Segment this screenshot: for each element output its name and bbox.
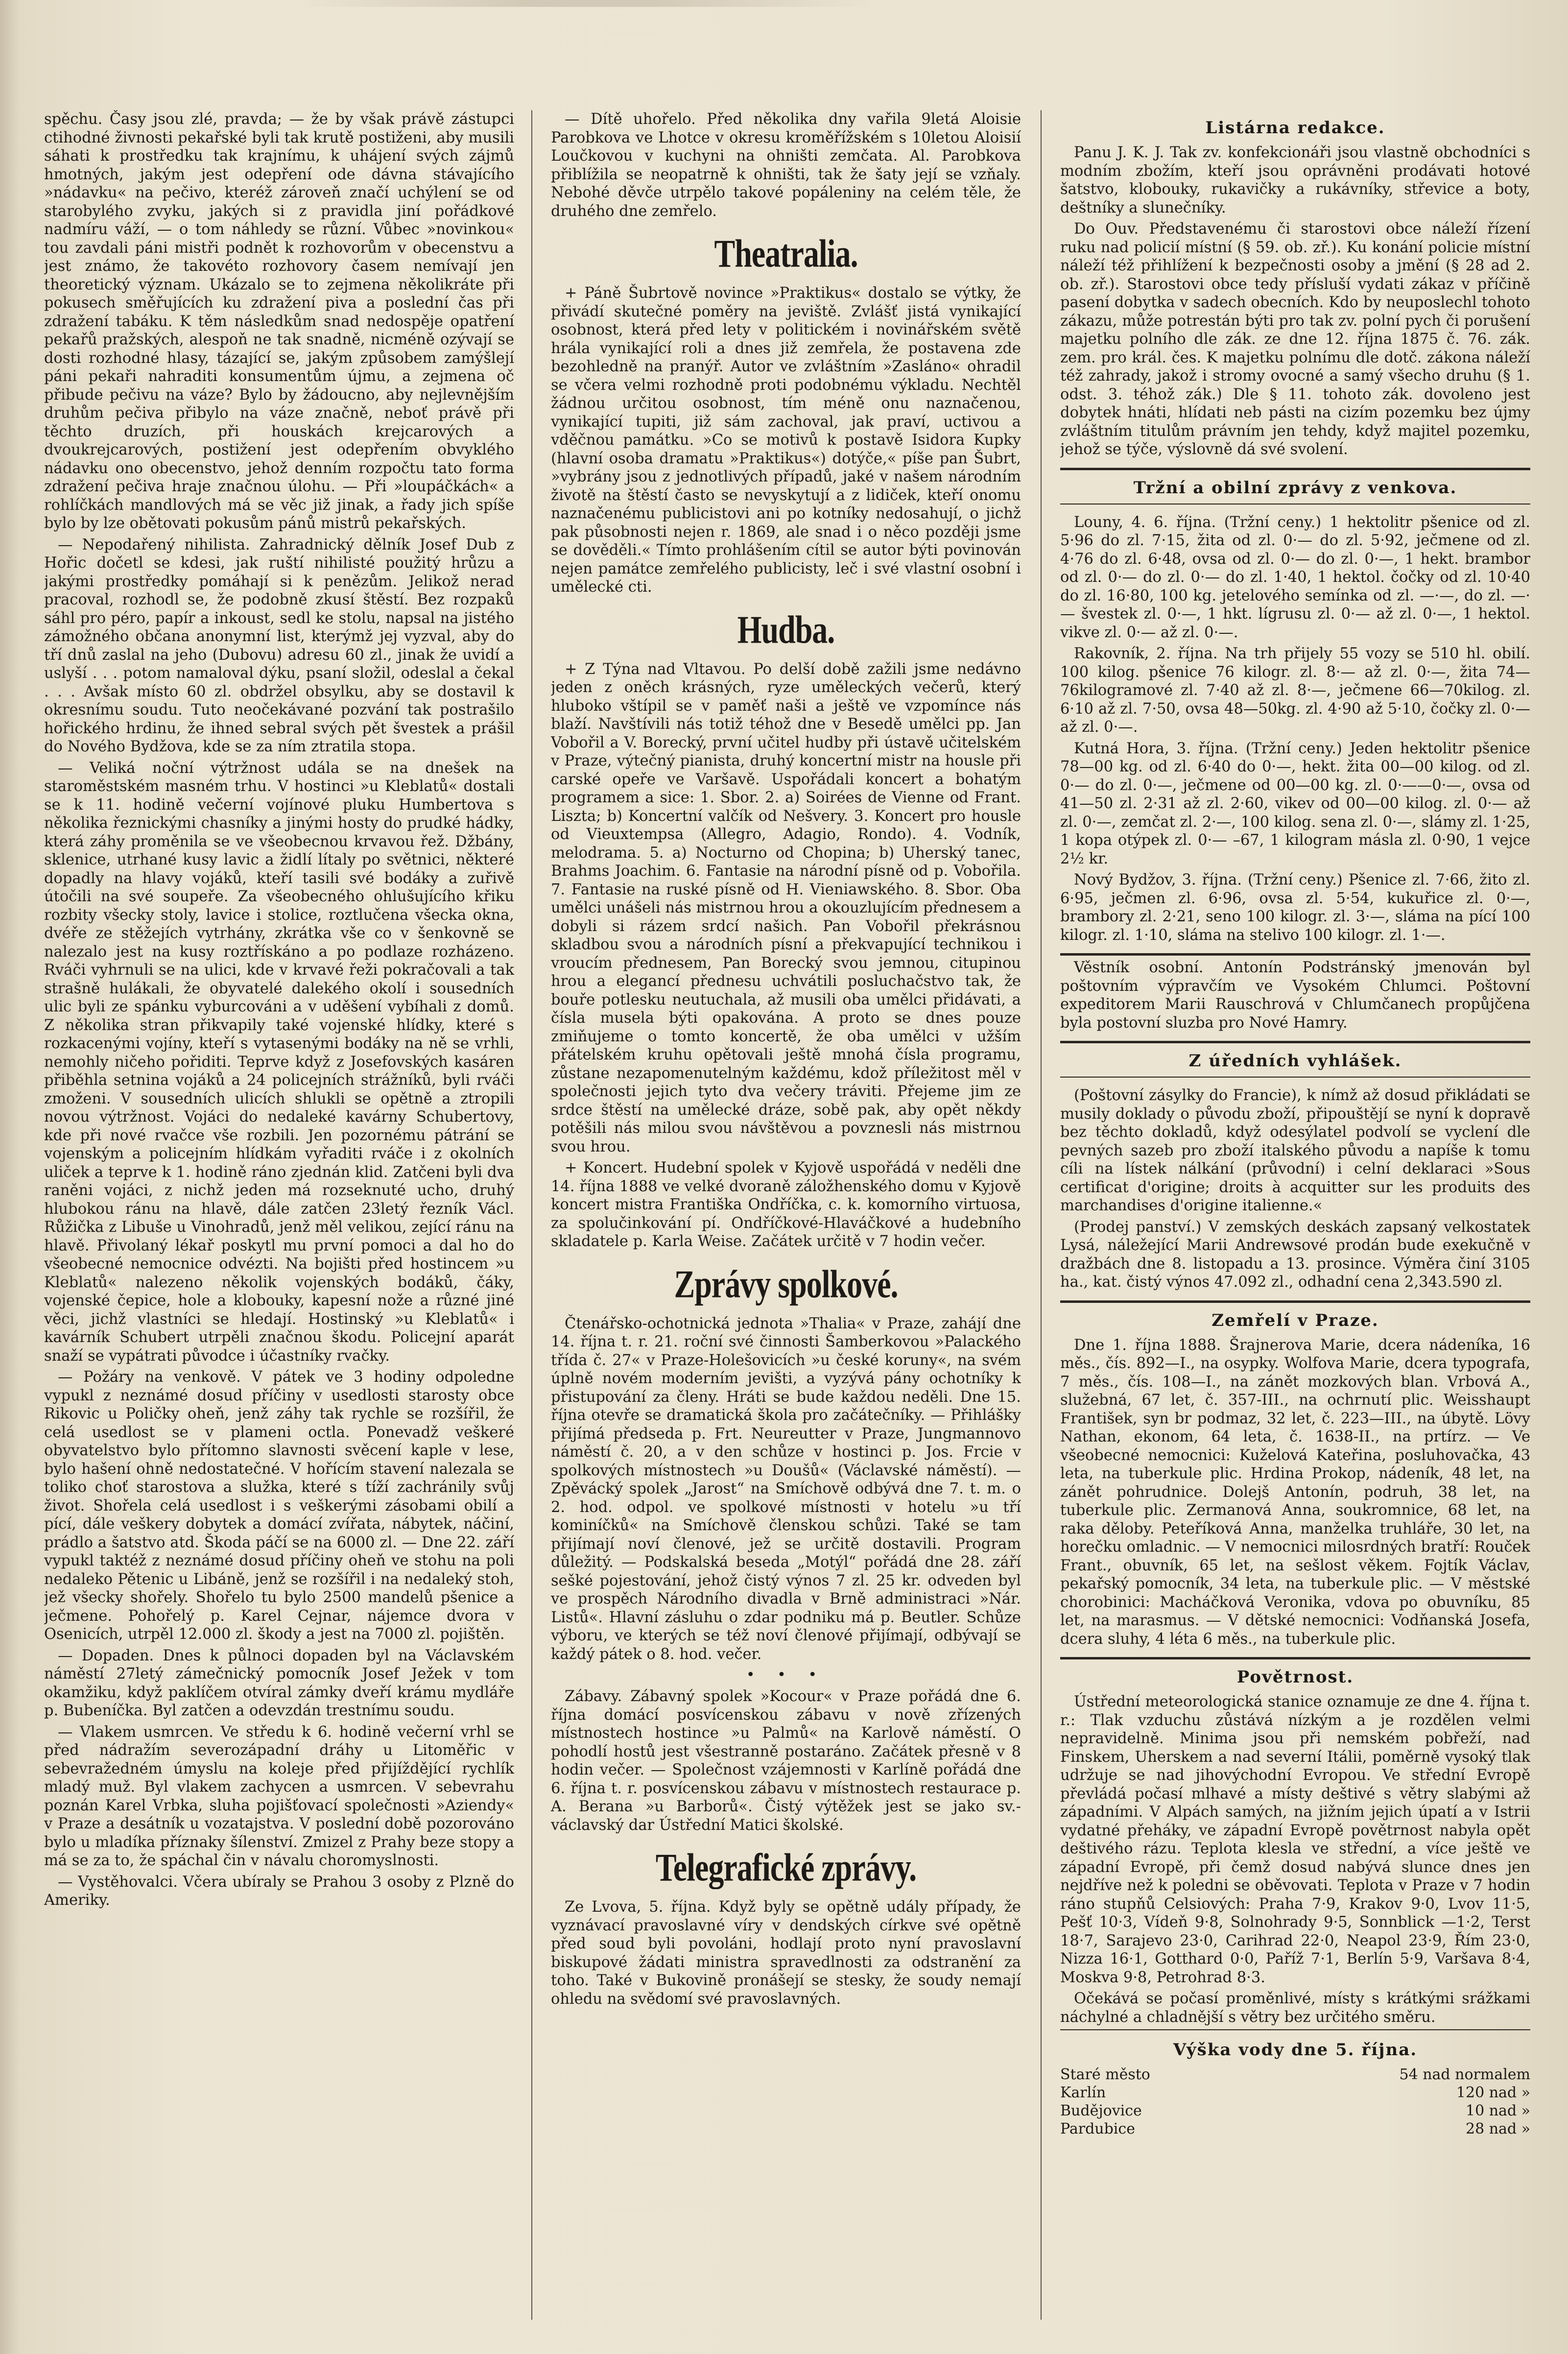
- article-paragraph: spěchu. Časy jsou zlé, pravda; — že by však právě zástupci ctihodné živnosti pekařské byli tak krutě postiženi, aby musili sáhati k prostředku tak krajnímu, k uhájení svých zájmů hmotných, jakým jest odepření ode dávna stávajícího »nádavku« na pečivo, kteréž zároveň značí uchýlení se od starobylého zvyku, jakých si z pravidla jiní pořádkové nadmíru váží, — o tom náhledy se různí. Vůbec »novinkou« tou zavdali páni mistři podnět k rozhovorům v obecenstvu a jest známo, že takovéto rozhovory časem nemívají jen theoretický význam. Ukázalo se to zejmena několikráte při pokusech směřujících ku zdražení piva a poslední čas při zdražení tabáku. K těm následkům snad nedospěje opatření pekařů pražských, alespoň ne tak snadně, nicméně ozývají se dosti rozhodné hlasy, tázající se, jakým způsobem zamýšlejí páni pekaři nahraditi konsumentům újmu, a zejmena oč přibude pečivu na váze? Bylo by žádoucno, aby nejlevnějším druhům pečiva přibylo na váze značně, neboť právě při těchto druzích, při houskách krejcarových a dvoukrejcarových, postižení jest odepřením obvyklého nádavku ono obecenstvo, jehož denním rozpočtu tato forma zdražení pečiva hraje značnou úlohu. — Při »loupáčkách« a rohlíčkách mandlových má se věc již jinak, a řady jich spíše bylo by lze obětovati pokusům pánů mistrů pekařských.: [44, 111, 514, 532]
- section-heading-hudba: Hudba.: [737, 607, 835, 651]
- spolkove-articles: [551, 1315, 1021, 1835]
- theatralia-articles: [551, 284, 1021, 597]
- section-heading-trzni-zpravy: Tržní a obilní zprávy z venkova.: [1133, 478, 1457, 498]
- separator-rule-thin: [1060, 2029, 1530, 2030]
- trzni-articles: [1060, 513, 1530, 945]
- separator-rule: [1060, 1300, 1530, 1303]
- article-paragraph: + Páně Šubrtově novince »Praktikus« dostalo se výtky, že přivádí skutečné poměry na jeviště. Zvlášť jistá vynikající osobnost, která před lety v politickém i novinářském světě hrála vynikající roli a dnes již zemřela, že postavena zde bezohledně na pranýř. Autor ve zvláštním »Zasláno« ohradil se včera velmi rozhodně proti podobnému výkladu. Nechtěl žádnou určitou osobnost, tím méně onu naznačenou, vynikající tupiti, již sám zachoval, jak praví, uctivou a vděčnou památku. »Co se motivů k postavě Isidora Kupky (hlavní osoba dramatu »Praktikus«) dotýče,« píše pan Šubrt, »vybrány jsou z jednotlivých případů, jaké v našem národním životě na štěstí často se nevyskytují a z lidiček, kteří onomu naznačenému publicistovi ani po kotníky nedosahují, o jichž pak působnosti nejen r. 1869, ale snad i o něco později jsme se dověděli.« Tímto prohlášením cítil se autor býti povinován nejen památce zemřelého publicisty, leč i své vlastní osobní i umělecké cti.: [551, 285, 1021, 596]
- column-rule-1: [531, 110, 532, 2320]
- separator-rule: [1060, 1657, 1530, 1659]
- column-1: [44, 110, 514, 2325]
- section-heading-telegraficke-zpravy: Telegrafické zprávy.: [655, 1846, 917, 1889]
- article-paragraph: — Vlakem usmrcen. Ve středu k 6. hodině večerní vrhl se před nádražím severozápadní dráhy u Litoměřic v sebevražedném úmyslu na koleje před přijíždějící rychlík mladý muž. Byl vlakem zachycen a usmrcen. V sebevrahu poznán Karel Vrbka, sluha pojišťovací společnosti »Aziendy« v Praze a desátník u vozatajstva. V poslední době pozorováno bylo u mladíka příznaky šílenství. Zmizel z Prahy beze stopy a má se za to, že spáchal čin v návalu choromyslnosti.: [44, 1723, 514, 1869]
- column-2: [551, 110, 1021, 2325]
- col1-articles: [44, 110, 514, 1910]
- page-top-smudge: [294, 0, 881, 7]
- water-level-place: Budějovice: [1060, 2102, 1142, 2119]
- article-paragraph: Zábavy. Zábavný spolek »Kocour« v Praze pořádá dne 6. října domácí posvícenskou zábavu v nově zřízených místnostech hostince »u Palmů« na Karlově náměstí. O pohodlí hostů jest všestranně postaráno. Začátek přesně v 8 hodin večer. — Společnost vzájemnosti v Karlíně pořádá dne 6. října t. r. posvícenskou zábavu v místnostech restaurace p. A. Berana »u Barborů«. Čistý výtěžek jest se jako sv.-václavský dar Ústřední Matici školské.: [551, 1688, 1021, 1834]
- water-level-row: [1060, 2066, 1530, 2084]
- section-heading-uredni-vyhlasky: Z úředních vyhlášek.: [1188, 1051, 1402, 1071]
- hudba-articles: [551, 660, 1021, 1251]
- zemreli-articles: [1060, 1336, 1530, 1649]
- column-rule-2: [1041, 110, 1042, 2320]
- article-paragraph: Věstník osobní. Antonín Podstránský jmenován byl poštovním výpravčím ve Vysokém Chlumci. Poštovní expeditorem Marii Rauschrová v Chlumčanech propůjčena byla postovní sluzba pro Nové Hamry.: [1060, 959, 1530, 1032]
- col2-fire-article: [551, 110, 1021, 220]
- ornament-stars: • • •: [746, 1666, 826, 1683]
- listarna-articles: [1060, 144, 1530, 459]
- article-paragraph: — Veliká noční výtržnost udála se na dnešek na staroměstském masném trhu. V hostinci »u Kleblatů« dostali se k 11. hodině večerní vojínové pluku Humbertova s několika řeznickými chasníky a jinými hosty do prudké hádky, která záhy proměnila se ve všeobecnou krvavou řež. Džbány, sklenice, utrhané kusy lavic a židlí lítaly po světnici, některé dopadly na hlavy vojáků, kteří tasili své bodáky a zuřivě útočili na své soupeře. Za všeobecného ohlušujícího křiku rozbity všecky stoly, lavice i stolice, roztlučena všecka okna, dvéře ze stěžejích vytrhány, zkrátka vše co v šenkovně se nalezalo jest na kusy roztřískáno a po podlaze rozházeno. Rváči vyhrnuli se na ulici, kde v krvavé řeži pokračovali a tak strašně hulákali, že obyvatelé dalekého okolí i sousedních ulic byli ze spánku vyburcováni a v uděšení vybíhali z domů. Z několika stran přikvapily také vojenské hlídky, které s rozkacenými vojíny, kteří s vytasenými bodáky na ně se vrhli, nemohly ničeho pořiditi. Teprve když z Josefovských kasáren přiběhla setnina vojáků a 24 policejních strážníků, byli rváči zmoženi. V sousedních ulicích shlukli se opětně a ztropili novou výtržnost. Vojáci do nedaleké kavárny Schubertovy, kde při nové rvačce vše rozbili. Jen pozornému pátrání se vojenským a policejním hlídkám vyřaditi rváče i z okolních uliček a teprve k 1. hodině ráno zjednán klid. Zatčeni byli dva raněni vojáci, z nichž jeden má rozseknuté ucho, druhý hlubokou ránu na hlavě, dále zatčen 23letý řezník Václ. Růžička z Libuše u Vinohradů, jenž měl velikou, zející ránu na hlavě. Přivolaný lékař poskytl mu první pomoci a dal ho do všeobecné nemocnice odvézti. Na bojišti před hostincem »u Kleblatů« nalezeno několik vojenských bodáků, čáky, vojenské čepice, hole a klobouky, kapesní nože a různé jiné věci, jichž vlastníci se hledají. Hostinský »u Kleblatů« i kavárník Schubert utrpěli značnou škodu. Policejní aparát snaží se vypátrati původce i účastníky rvačky.: [44, 759, 514, 1365]
- article-paragraph: Louny, 4. 6. října. (Tržní ceny.) 1 hektolitr pšenice od zl. 5·96 do zl. 7·15, žita od zl. 0·— do zl. 5·92, ječmene od zl. 4·76 do zl. 6·48, ovsa od zl. 0·— do zl. 0·—, 1 hekt. brambor od zl. 0·— do zl. 0·— do zl. 1·40, 1 hektol. čočky od zl. 10·40 do zl. 16·80, 100 kg. jetelového semínka od zl. —·—, do zl. —·— švestek zl. 0·—, 1 hkt. lígrusu zl. 0·— až zl. 0·—, 1 hektol. vikve zl. 0·— až zl. 0·—.: [1060, 513, 1530, 641]
- section-heading-vyska-vody: Výška vody dne 5. října.: [1173, 2040, 1418, 2060]
- section-heading-zemreli: Zemřelí v Praze.: [1212, 1310, 1379, 1330]
- article-paragraph: Kutná Hora, 3. října. (Tržní ceny.) Jeden hektolitr pšenice 78—00 kg. od zl. 6·40 do 0·—, hekt. žita 00—00 kilog. od zl. 0·— do zl. 0·—, ječmene od 00—00 kg. zl. 0·——0·—, ovsa od 41—50 zl. 2·31 až zl. 2·60, vikev od 00—00 kilog. zl. 0·— až zl. 0·—, zemčat zl. 2·—, 100 kilog. sena zl. 0·—, slámy zl. 1·25, 1 kopa otýpek zl. 0·— –67, 1 kilogram másla zl. 0·90, 1 vejce 2½ kr.: [1060, 740, 1530, 867]
- article-paragraph: Nový Bydžov, 3. října. (Tržní ceny.) Pšenice zl. 7·66, žito zl. 6·95, ječmen zl. 6·96, ovsa zl. 5·54, kukuřice zl. 0·—, brambory zl. 2·21, seno 100 kilogr. zl. 3·—, sláma na pící 100 kilogr. zl. 1·10, sláma na stelivo 100 kilogr. zl. 1·—.: [1060, 871, 1530, 944]
- article-paragraph: Do Ouv. Představenému či starostovi obce náleží řízení ruku nad policií místní (§ 59. ob. zř.). Ku konání policie místní náleží též přihlížení k bezpečnosti osoby a jmění (§ 28 ad 2. ob. zř.). Starostovi obce tedy přísluší vydati zákaz v příčině pasení dobytka v sadech obecních. Kdo by neuposlechl tohoto zákazu, může potrestán býti pro tak zv. polní pych či porušení majetku polního dle zák. ze dne 12. října 1875 č. 76. zák. zem. pro král. čes. K majetku polnímu dle dotč. zákona náleží též zahrady, jakož i stromy ovocné a samý všecho druhu (§ 1. odst. 3. téhož zák.) Dle § 11. tohoto zák. dovoleno jest dobytek hnáti, hlídati neb pásti na cizím pozemku bez újmy zvláštním titulům právním jen tehdy, když majitel pozemku, jehož se týče, výslovně dá své svolení.: [1060, 220, 1530, 458]
- article-paragraph: — Dítě uhořelo. Před několika dny vařila 9letá Aloisie Parobkova ve Lhotce v okresu kroměřížském s 10letou Aloisií Loučkovou v kuchyni na ohništi zemčata. Al. Parobkova přiblížila se neopatrně k ohništi, tak že šaty její se vzňaly. Nebohé děvče utrpělo takové popáleniny na celém těle, že druhého dne zemřelo.: [551, 111, 1021, 220]
- article-paragraph: (Poštovní zásylky do Francie), k nímž až dosud přikládati se musily doklady o původu zboží, připouštějí se nyní k dopravě bez těchto dokladů, když odesýlatel podvolí se vyclení dle pevných sazeb pro zboží italského původu a napíše k tomu cíli na lístek nálkání (průvodní) i celní deklaraci »Sous certificat d'origine; droits à acquitter sur les produits des marchandises d'origine italienne.«: [1060, 1087, 1530, 1214]
- water-level-table: [1060, 2066, 1530, 2138]
- water-level-value: 10 nad »: [1465, 2102, 1530, 2119]
- separator-rule: [1060, 1041, 1530, 1043]
- page-edge-shadow: [0, 0, 20, 2354]
- article-paragraph: Dne 1. října 1888. Šrajnerova Marie, dcera nádeníka, 16 měs., čís. 892—I., na osypky. Wolfova Marie, dcera typografa, 7 měs., čís. 108—I., na zánět mozkových blan. Vrbová A., služebná, 67 let, č. 357-III., na ochrnutí plic. Weisshaupt František, syn br podmaz, 32 let, č. 223—III., na úbytě. Lövy Nathan, ekonom, 64 leta, č. 1638-II., na prtírz. — Ve všeobecné nemocnici: Kuželová Kateřina, posluhovačka, 43 leta, na tuberkule plic. Hrdina Prokop, nádeník, 48 let, na zánět pohrudnice. Dolejš Antonín, podruh, 38 let, na tuberkule plic. Zermanová Anna, soukromnice, 68 let, na raka děloby. Peteříková Anna, manželka truhláře, 30 let, na horečku omladnic. — V nemocnici milosrdných bratří: Rouček Frant., obuvník, 65 let, na sešlost věkem. Fojtík Václav, pekařský pomocník, 34 leta, na tuberkule plic. — V městské chorobinici: Macháčková Veronika, vdova po obuvníku, 85 let, na marasmus. — V dětské nemocnici: Vodňanská Josefa, dcera sluhy, 4 léta 6 měs., na tuberkule plic.: [1060, 1336, 1530, 1648]
- article-paragraph: — Vystěhovalci. Včera ubíraly se Prahou 3 osoby z Plzně do Ameriky.: [44, 1873, 514, 1909]
- water-level-value: 54 nad normalem: [1399, 2066, 1530, 2083]
- water-level-value: 28 nad »: [1465, 2120, 1530, 2138]
- article-paragraph: (Prodej panství.) V zemských deskách zapsaný velkostatek Lysá, náležející Marii Andrewsové prodán bude exekučně v dražbách dne 8. listopadu a 13. prosince. Výměra činí 3105 ha., kat. čistý výnos 47.092 zl., odhadní cena 2,343.590 zl.: [1060, 1218, 1530, 1291]
- water-level-row: [1060, 2084, 1530, 2102]
- article-paragraph: + Z Týna nad Vltavou. Po delší době zažili jsme nedávno jeden z oněch krásných, ryze uměleckých večerů, který hluboko vštípil se v paměť naši a ještě ve vzpomínce nás blaží. Navštívili nás totiž téhož dne v Besedě umělci pp. Jan Vobořil a V. Borecký, první učitel hudby při ústavě učitelském v Praze, výtečný pianista, druhý koncertní mistr na housle při carské opeře ve Varšavě. Uspořádali koncert a bohatým programem a sice: 1. Sbor. 2. a) Soirées de Vienne od Frant. Liszta; b) Koncertní valčík od Nešvery. 3. Koncert pro housle od Vieuxtempsa (Allegro, Adagio, Rondo). 4. Vodník, melodrama. 5. a) Nocturno od Chopina; b) Uherský tanec, Brahms Joachim. 6. Fantasie na národní písně od p. Vobořila. 7. Fantasie na ruské písně od H. Vieniawského. 8. Sbor. Oba umělci unášeli nás mistrnou hrou a okouzlujícím přednesem a dobyli si rázem srdcí našich. Pan Vobořil překrásnou skladbou svou a národních písní a překvapující technikou i vroucím přednesem, Pan Borecký svou jemnou, citupinou hrou a elegancí přednesu uchvátili posluchačstvo tak, že bouře potlesku neutuchala, až musili oba umělci přidávati, a čísla musela býti opakována. A proto se dnes pouze zmiňujeme o tomto koncertě, že oba umělci v užším přátelském kruhu opětovali ještě mnohá čísla programu, zůstane nezapomenutelným každému, kdož příležitost měl v společnosti jejich tyto dva večery tráviti. Přejeme jim ze srdce štěstí na umělecké dráze, sobě pak, aby opět někdy potěšili nás milou svou návštěvou a povznesli nás mistrnou svou hrou.: [551, 660, 1021, 1155]
- article-paragraph: Očekává se počasí proměnlivé, místy s krátkými srážkami náchylné a chladnější s větry bez určitého směru.: [1060, 1990, 1530, 2026]
- article-paragraph: Ústřední meteorologická stanice oznamuje ze dne 4. října t. r.: Tlak vzduchu zůstává nízkým a je rozdělen velmi nepravidelně. Minima jsou při nemském pobřeží, nad Finskem, Uherskem a nad severní Itálii, poměrně vysoký tlak udržuje se nad jihovýchodní Evropou. Ve střední Evropě převládá počasí mlhavé a místy deštivé s větry slabými až západními. V Alpách samých, na jižním jejich úpatí a v Istrii vydatné přeháky, ve západní Evropě povětrnost nabyla opět deštivého rázu. Teplota klesla ve střední, a více ještě ve západní Evropě, při čemž dosud nabývá slunce dnes jen nejdříve než k poledni se oběvovati. Teplota v Praze v 7 hodin ráno stupňů Celsiových: Praha 7·9, Krakov 9·0, Lvov 11·5, Pešť 10·3, Vídeň 9·8, Solnohrady 9·5, Sonnblick —1·2, Terst 18·7, Sarajevo 23·0, Carihrad 22·0, Neapol 23·9, Řím 23·0, Nizza 16·1, Gotthard 0·0, Paříž 7·1, Berlín 5·9, Varšava 8·4, Moskva 9·8, Petrohrad 8·3.: [1060, 1693, 1530, 1986]
- uredni-articles: [1060, 1086, 1530, 1292]
- separator-rule: [1060, 953, 1530, 956]
- article-paragraph: — Dopaden. Dnes k půlnoci dopaden byl na Václavském náměstí 27letý zámečnický pomocník Josef Ježek v tom okamžiku, když paklíčem otvíral zámky dveří krámu mydláře p. Bubeníčka. Byl zatčen a odevzdán trestnímu soudu.: [44, 1647, 514, 1719]
- article-paragraph: Ze Lvova, 5. října. Když byly se opětně udály případy, že vyznávací pravoslavné víry v dendských církve své opětně před soud byli povoláni, hodlají proto nyní pravoslavní biskupové žádati ministra spravedlnosti za odstranění za toho. Také v Bukovině pronášejí se stesky, že soudy nemají ohledu na svědomí své pravoslavných.: [551, 1898, 1021, 2008]
- water-level-value: 120 nad »: [1456, 2084, 1530, 2101]
- article-paragraph: — Požáry na venkově. V pátek ve 3 hodiny odpoledne vypukl z neznámé dosud příčiny v usedlosti starosty obce Rikovic u Poličky oheň, jenž záhy tak rychle se rozšířil, že celá usedlost se v plameni octla. Ponevadž veškeré obyvatelstvo bylo přítomno slavnosti svěcení kaple v lese, bylo hašení ohně nedostatečné. V hořícím stavení nalezala se toliko choť starostova a služka, které s tíží zachránily svůj život. Shořela celá usedlost i s veškerými zásobami obilí a pící, dále veškery dobytek a domácí zvířata, nábytek, náčiní, prádlo a šatstvo atd. Škoda páčí se na 6000 zl. — Dne 22. září vypukl taktéž z neznámé dosud příčiny oheň ve stohu na poli nedaleko Pětenic u Libáně, jenž se rozšířil i na nedaleký stoh, jež všecky shořely. Shořelo tu bylo 2500 mandelů pšenice a ječmene. Pohořelý p. Karel Cejnar, nájemce dvora v Osenicích, utrpěl 12.000 zl. škody a jest na 7000 zl. pojištěn.: [44, 1369, 514, 1643]
- section-heading-zpravy-spolkove: Zprávy spolkové.: [674, 1262, 898, 1306]
- vestnik-osobni-article: [1060, 959, 1530, 1032]
- water-level-place: Staré město: [1060, 2066, 1150, 2083]
- water-level-row: [1060, 2102, 1530, 2120]
- article-paragraph: — Nepodařený nihilista. Zahradnický dělník Josef Dub z Hořic dočetl se kdesi, jak ruští nihilisté použitý hrůzu a jakými prostředky pomáhají si k penězům. Jelikož nerad pracoval, rozhodl se, že podobně zkusí štěstí. Bez rozpaků sáhl pro péro, papír a inkoust, sedl ke stolu, napsal na jistého zámožného občana anonymní list, kterýmž jej vyzval, aby do tří dnů zaslal na jeho (Dubovu) adresu 60 zl., jinak že uvidí a uslyší . . . potom namaloval dýku, psaní složil, odeslal a čekal . . . Avšak místo 60 zl. obdržel obsylku, aby se dostavil k okresnímu soudu. Tuto neočekávané pozvání tak postrašilo hořického hrdinu, že ihned sebral svých pět švestek a prášil do Nového Bydžova, kde se za ním ztratila stopa.: [44, 536, 514, 755]
- column-3: [1060, 110, 1530, 2325]
- water-level-place: Pardubice: [1060, 2120, 1135, 2138]
- telegraficke-articles: [551, 1898, 1021, 2008]
- section-heading-theatralia: Theatralia.: [714, 232, 858, 275]
- article-paragraph: Rakovník, 2. října. Na trh přijely 55 vozy se 510 hl. obilí. 100 kilog. pšenice 76 kilogr. zl. 8·— až zl. 0·—, žita 74—76kilogramové zl. 7·40 až zl. 8·—, ječmene 66—70kilog. zl. 6·10 až zl. 7·50, ovsa 48—50kg. zl. 4·90 až 5·10, čočky zl. 0·— až zl. 0·—.: [1060, 645, 1530, 736]
- section-heading-povetrnost: Povětrnost.: [1236, 1667, 1354, 1687]
- article-paragraph: Čtenářsko-ochotnická jednota »Thalia« v Praze, zahájí dne 14. října t. r. 21. roční své činnosti Šamberkovou »Palackého třída č. 27« v Praze-Holešovicích »u české koruny«, na svém úplně novém moderním jevišti, a vyzývá pány ochotníky k přistupování za členy. Hráti se bude každou neděli. Dne 15. října otevře se dramatická škola pro začátečníky. — Přihlášky přijímá předseda p. Frt. Neureutter v Praze, Jungmannovo náměstí č. 20, a v den schůze v hostinci p. Jos. Frcie v spolkových místnostech »u Doušů« (Václavské náměstí). — Zpěvácký spolek „Jarost“ na Smíchově odbývá dne 7. t. m. o 2. hod. odpol. ve spolkové místnosti v hotelu »u tří kominíčků« na Smíchově členskou schůzi. Také se tam přijímají noví členové, jež se určitě dostavili. Program důležitý. — Podskalská beseda „Motýl“ pořádá dne 28. září sešké pojestování, jehož čistý výnos 7 zl. 25 kr. odveden byl ve prospěch Národního divadla v Brně administraci »Nár. Listů«. Hlavní zásluhu o zdar podniku má p. Beutler. Schůze výboru, ve kterých se též noví členové přijímají, odbývají se každý pátek o 8. hod. večer.: [551, 1315, 1021, 1663]
- section-heading-listarna: Listárna redakce.: [1205, 118, 1385, 138]
- water-level-place: Karlín: [1060, 2084, 1106, 2101]
- separator-rule-thin: [1060, 1077, 1530, 1078]
- povetrnost-articles: [1060, 1693, 1530, 2026]
- separator-rule: [1060, 468, 1530, 470]
- water-level-row: [1060, 2120, 1530, 2138]
- article-paragraph: + Koncert. Hudební spolek v Kyjově uspořádá v neděli dne 14. října 1888 ve velké dvoraně záložhenského domu v Kyjově koncert mistra Františka Ondříčka, c. k. komorního virtuosa, za spolučinkování pí. Ondříčkové-Hlaváčkové a hudebního skladatele p. Karla Weise. Začátek určitě v 7 hodin večer.: [551, 1159, 1021, 1250]
- article-paragraph: Panu J. K. J. Tak zv. konfekcionáři jsou vlastně obchodníci s modním zbožím, kteří jsou oprávněni prodávati hotové šatstvo, klobouky, rukavičky a rukávníky, střevice a boty, deštníky a slunečníky.: [1060, 144, 1530, 216]
